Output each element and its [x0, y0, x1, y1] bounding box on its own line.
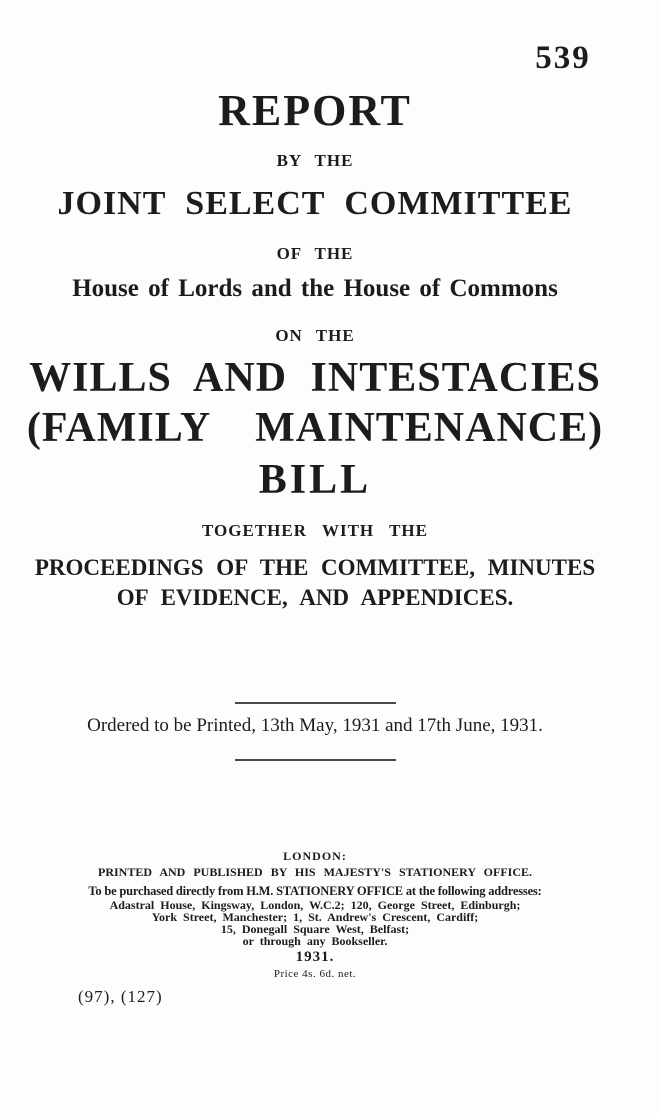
- together-with-the-label: TOGETHER WITH THE: [202, 521, 428, 540]
- bill-title-line2: (FAMILY MAINTENANCE): [26, 405, 604, 451]
- imprint-publisher: PRINTED AND PUBLISHED BY HIS MAJESTY'S STATIONERY OFFICE.: [98, 865, 532, 879]
- imprint-address-line2: York Street, Manchester; 1, St. Andrew's Crescent, Cardiff;: [151, 910, 479, 924]
- imprint-price: Price 4s. 6d. net.: [273, 968, 357, 980]
- bill-title-line1: WILLS AND INTESTACIES: [29, 355, 601, 401]
- contents-heading-line1: PROCEEDINGS OF THE COMMITTEE, MINUTES: [34, 555, 596, 580]
- divider-rule-bottom: [235, 759, 396, 761]
- committee-heading: JOINT SELECT COMMITTEE: [57, 185, 573, 222]
- houses-heading: House of Lords and the House of Commons: [72, 275, 558, 302]
- divider-rule-top: [235, 702, 396, 704]
- report-heading: REPORT: [218, 86, 412, 135]
- on-the-label: ON THE: [275, 326, 355, 345]
- imprint-address-line3: 15, Donegall Square West, Belfast;: [220, 922, 410, 936]
- imprint-purchase-note: To be purchased directly from H.M. STATIONERY OFFICE at the following addresses:: [88, 884, 542, 898]
- page-stamp-number: 539: [535, 40, 591, 76]
- ordered-to-print-line: Ordered to be Printed, 13th May, 1931 and 17th June, 1931.: [87, 715, 543, 736]
- by-the-label: BY THE: [276, 151, 354, 170]
- imprint-year: 1931.: [295, 949, 335, 965]
- bill-title-line3: BILL: [258, 457, 372, 503]
- contents-heading-line2: OF EVIDENCE, AND APPENDICES.: [116, 585, 514, 610]
- reference-numbers: (97), (127): [78, 987, 163, 1006]
- imprint-address-line1: Adastral House, Kingsway, London, W.C.2; 120, George Street, Edinburgh;: [109, 898, 521, 912]
- imprint-address-line4: or through any Bookseller.: [242, 934, 388, 948]
- imprint-city: LONDON:: [283, 849, 347, 863]
- of-the-label: OF THE: [276, 244, 354, 263]
